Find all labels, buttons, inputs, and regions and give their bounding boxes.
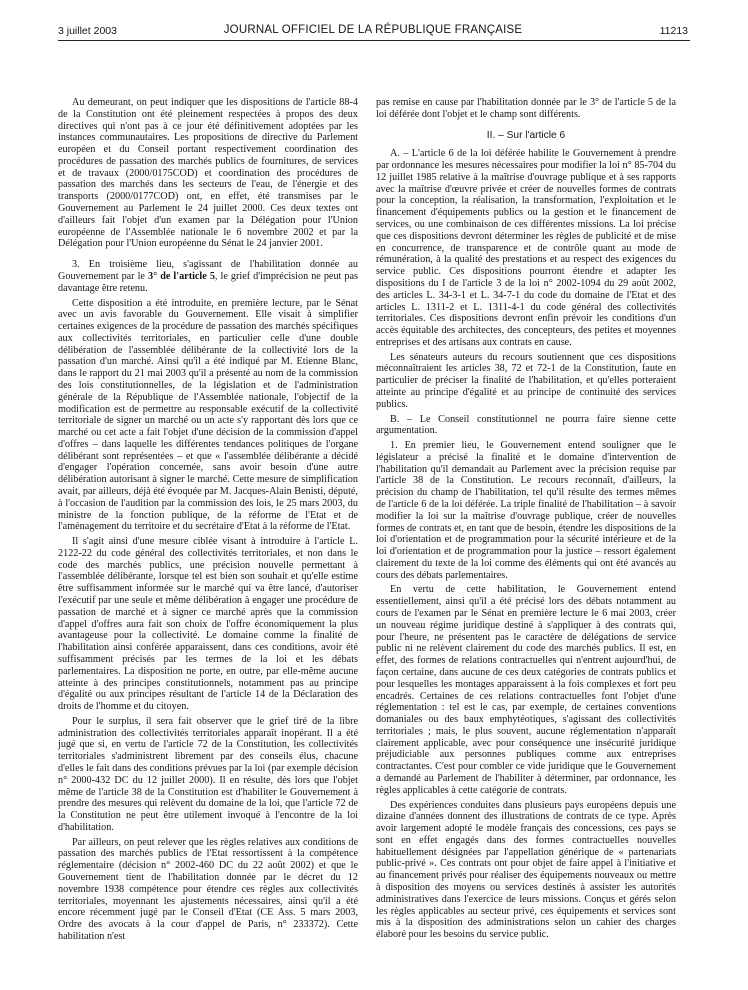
section-heading: II. – Sur l'article 6 [486,129,566,141]
paragraph: Cette disposition a été introduite, en première lecture, par le Sénat avec un avis favorable du Gouvernement. Elle visait à simplifier certaines exigences de la procédure de passation des marchés spécifiques aux collectivités territoriales, en particulier celle d'une double délibération de l'assemblée délibérante de la collectivité lors de la passation d'un marché. Ainsi qu'il a été indiqué par M. Etienne Blanc, dans le rapport du 21 mai 2003 qu'il a présenté au nom de la commission des lois constitutionnelles, de la législation et de l'administration générale de la République de l'Assemblée nationale, l'objectif de la modification est de permettre au responsable exécutif de la collectivité territoriale de signer un marché ou un acte s'y rapportant dès lors que ce marché ou cet acte a fait l'objet d'une décision de la commission d'appel d'offres – dans laquelle les différentes tendances politiques de l'organe délibérant sont représentées – et que « l'assemblée délibérante a décidé d'engager l'opération concernée, sans avoir besoin d'une autre délibération autorisant à signer le marché. Cette mesure de simplification avait, par ailleurs, déjà été évoquée par M. Jacques-Alain Benisti, député, à l'occasion de l'audition par la commission des lois, le 25 mars 2003, du ministre de la fonction publique, de la réforme de l'Etat et de l'aménagement du territoire et du secrétaire d'Etat à la réforme de l'Etat. [58,297,358,533]
publication-date: 3 juillet 2003 [58,25,117,37]
paragraph [58,259,358,294]
paragraph-text: 3. En troisième lieu, s'agissant de l'habilitation donnée au Gouvernement par le [58,259,358,282]
paragraph: 1. En premier lieu, le Gouvernement entend souligner que le législateur a précisé la finalité et le domaine d'intervention de l'habilitation qu'il demandait au Parlement avec la précision requise par l'article 38 de la Constitution. Le recours reconnaît, d'ailleurs, la précision du champ de l'habilitation, tel qu'il résulte des termes mêmes de l'article 6 de la loi déférée. La triple finalité de l'habilitation – à savoir modifier la loi sur la maîtrise d'ouvrage publique, créer de nouvelles formes de contrats et, en tant que de besoin, étendre les dispositions de la loi d'orientation et de programmation pour la sécurité intérieure et de la loi d'orientation et de programmation pour la justice – ressort également clairement du texte de la loi comme des éléments qui ont été avancés au cours des débats parlementaires. [376,440,676,581]
page-header [58,22,688,40]
paragraph: Il s'agit ainsi d'une mesure ciblée visant à introduire à l'article L. 2122-22 du code général des collectivités territoriales, et non dans le code des marchés publics, une précision nouvelle permettant à l'assemblée délibérante, lorsque tel est bien son souhait et qu'elle estime être suffisamment informée sur le marché qui va être lancé, d'autoriser l'exécutif par une seule et même délibération à engager une procédure de passation de marché et à signer ce marché après que la commission d'appel d'offres aura fait son choix de l'offre économiquement la plus avantageuse pour la collectivité. Le domaine comme la finalité de l'habilitation ainsi conférée apparaissent, dans ces conditions, avoir été suffisamment précisés par les termes de la loi et les débats parlementaires. La disposition ne porte, en outre, par elle-même aucune atteinte à des principes constitutionnels, notamment pas au principe d'égalité ou aux principes résultant de l'article 14 de la Déclaration des droits de l'homme et du citoyen. [58,536,358,713]
paragraph-text: , le grief d'imprécision ne peut pas davantage être retenu. [58,270,358,294]
paragraph: pas remise en cause par l'habilitation donnée par le 3° de l'article 5 de la loi déférée dont l'objet et le champ sont différents. [376,97,676,120]
paragraph: Les sénateurs auteurs du recours soutiennent que ces dispositions méconnaîtraient les articles 38, 72 et 72-1 de la Constitution, faute en particulier de préciser la finalité de l'habilitation, et qu'elles porteraient atteinte au principe d'égalité et au principe de continuité des services publics. [376,351,676,410]
paragraph: Par ailleurs, on peut relever que les règles relatives aux conditions de passation des marchés publics de l'Etat ressortissent à la compétence réglementaire (décision n° 2002-460 DC du 22 août 2002) et que le Gouvernement tient de l'habilitation donnée par le décret du 12 novembre 1938 compétence pour étendre ces règles aux collectivités territoriales, moyennant les ajustements nécessaires, ainsi qu'il a été encore récemment jugé par le Conseil d'Etat (CE Ass. 5 mars 2003, Ordre des avocats à la cour d'appel de Paris, n° 233372). Cette habilitation n'est [58,836,358,942]
paragraph: En vertu de cette habilitation, le Gouvernement entend essentiellement, ainsi qu'il a été précisé lors des débats notamment au cours de l'examen par le Sénat en première lecture le 6 mai 2003, créer un nouveau régime juridique destiné à s'appliquer à des contrats qui, pour l'heure, ne présentent pas le caractère de délégations de service public ni ne relèvent clairement du code des marchés publics. Il est, en effet, des formes de relations contractuelles qui n'entrent aujourd'hui, de façon certaine, dans aucune de ces deux catégories de contrats publics et pour lesquelles les montages apparaissent à la fois complexes et fort peu encadrés. Certaines de ces relations contractuelles font l'objet d'une réglementation : tel est le cas, par exemple, de certaines conventions domaniales ou des baux emphytéotiques, s'agissant des collectivités territoriales ; mais, le plus souvent, aucune réglementation n'apparaît clairement applicable, avec pour conséquence une insécurité juridique préjudiciable aux personnes publiques comme aux entreprises contractantes. C'est pour combler ce vide juridique que le Gouvernement a demandé au Parlement de l'habiliter à déterminer, par ordonnance, les règles applicables à cette catégorie de contrats. [376,584,676,796]
left-column [58,97,358,943]
page-number: 11213 [659,25,688,37]
paragraph: Des expériences conduites dans plusieurs pays européens depuis une dizaine d'années donnent des illustrations de contrats de ce type. Après avoir largement adopté le modèle français des concessions, ces pays se sont en effet engagés dans des formes contractuelles nouvelles habituellement désignées par l'appellation générique de « partenariats public-privé ». Ces contrats ont pour objet de faire appel à l'initiative et au financement privés pour réaliser des équipements nouveaux ou mettre à disposition des moyens ou services destinés à assister les autorités administratives dans l'exercice de leurs missions. Conçus et gérés selon les règles applicables au secteur privé, ces équipements et services sont mis à la disposition des administrations selon un cahier des charges élaboré pour les besoins du service public. [376,799,676,941]
header-rule [58,40,690,41]
paragraph: A. – L'article 6 de la loi déférée habilite le Gouvernement à prendre par ordonnance les mesures nécessaires pour modifier la loi n° 85-704 du 12 juillet 1985 relative à la maîtrise d'ouvrage publique et à ses rapports avec la maîtrise d'œuvre privée et créer de nouvelles formes de contrats pour la conception, la réalisation, la transformation, l'exploitation et le financement d'équipements publics ou la gestion et le financement de services, ou une combinaison de ces différentes missions. La loi précise que ces dispositions devront déterminer les règles de publicité et de mise en concurrence, de transparence et de contrôle quant au mode de rémunération, à la qualité des prestations et au respect des exigences du service public. Ces dispositions pourront étendre et adapter les dispositions du I de l'article 3 de la loi n° 2002-1094 du 29 août 2002, des articles L. 34-3-1 et L. 34-7-1 du code du domaine de l'Etat et des articles L. 1311-2 et L. 1311-4-1 du code général des collectivités territoriales. Ces dispositions devront enfin prévoir les conditions d'un accès équitable des architectes, des concepteurs, des petites et moyennes entreprises et des artisans aux contrats en cause. [376,148,676,348]
right-column [376,97,676,941]
paragraph: Pour le surplus, il sera fait observer que le grief tiré de la libre administration des collectivités territoriales apparaît inopérant. Il a été jugé que si, en vertu de l'article 72 de la Constitution, les collectivités territoriales s'administrent librement par des conseils élus, chacune d'elles le fait dans des conditions prévues par la loi (par exemple décision n° 2000-432 DC du 12 juillet 2000). Il en résulte, dès lors que l'objet même de l'article 38 de la Constitution est d'habiliter le Gouvernement à prendre des mesures qui relèvent du domaine de la loi, que l'article 72 de la Constitution ne peut être utilement invoqué à l'encontre de la loi d'habilitation. [58,715,358,833]
journal-title: JOURNAL OFFICIEL DE LA RÉPUBLIQUE FRANÇAISE [223,24,523,36]
paragraph: B. – Le Conseil constitutionnel ne pourra faire sienne cette argumentation. [376,413,676,437]
paragraph: Au demeurant, on peut indiquer que les dispositions de l'article 88-4 de la Constitution ont été pleinement respectées à propos des deux directives qui n'ont pas à ce jour été définitivement adoptées par les instances communautaires. Les propositions de directive du Parlement européen et du Conseil portant respectivement coordination des procédures de passation des marchés publics de fournitures, de services et de travaux (2000/0175COD) et coordination des procédures de passation des marchés dans les secteurs de l'eau, de l'énergie et des transports (2000/0177COD) ont, en effet, été transmises par le Gouvernement au Parlement le 24 juillet 2000. Ces deux textes ont d'ailleurs fait l'objet d'un examen par la Délégation pour l'Union européenne de l'Assemblée nationale le 6 novembre 2002 et par la Délégation pour l'Union européenne du Sénat le 24 janvier 2001. [58,97,358,250]
article-reference: 3° de l'article 5 [148,270,215,282]
